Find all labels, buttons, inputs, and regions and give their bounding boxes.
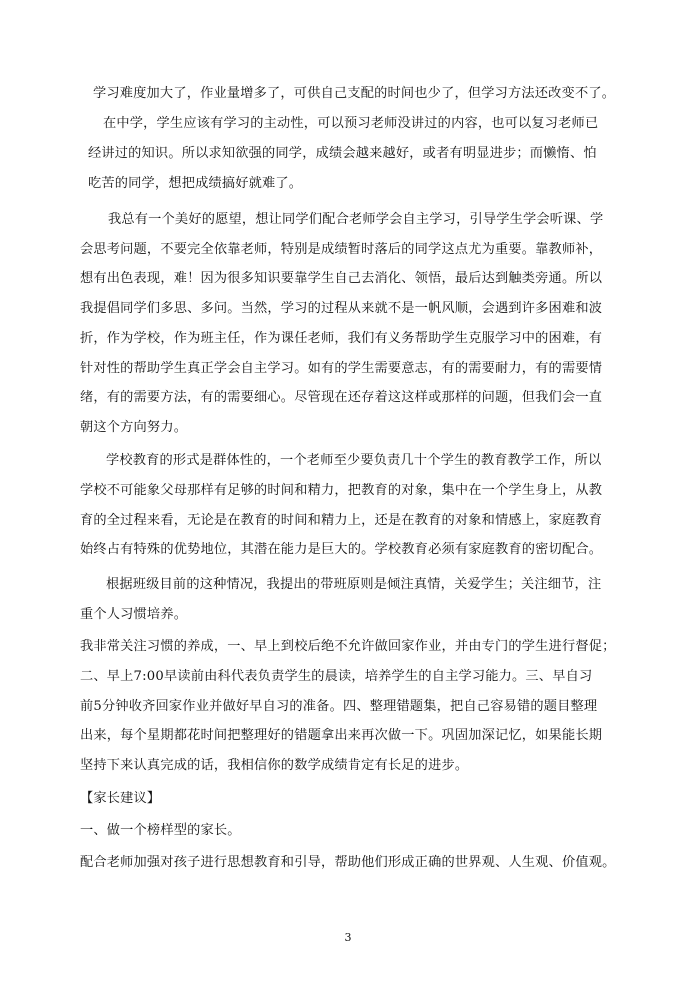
subheading: 一、做一个榜样型的家长。 [80,823,241,838]
text-line: 绪，有的需要方法，有的需要细心。尽管现在还存着这这样或那样的问题，但我们会一直 [80,390,603,405]
text-line: 学校教育的形式是群体性的，一个老师至少要负责几十个学生的教育教学工作，所以 [106,453,602,468]
text-line: 出来，每个星期都花时间把整理好的错题拿出来再次做一下。巩固加深记忆，如果能长期 [80,728,603,743]
text-line: 会思考问题，不要完全依靠老师，特别是成绩暂时落后的同学这点尤为重要。靠教师补， [80,242,603,257]
text-line: 重个人习惯培养。 [80,607,188,622]
text-line: 在中学，学生应该有学习的主动性，可以预习老师没讲过的内容，也可以复习老师已 [103,116,599,131]
text-line: 经讲过的知识。所以求知欲强的同学，成绩会越来越好，或者有明显进步；而懒惰、怕 [88,146,597,161]
text-line: 二、早上7:00早读前由科代表负责学生的晨读，培养学生的自主学习能力。三、早自习 [80,669,593,684]
text-line: 朝这个方向努力。 [80,420,188,435]
text-line: 我非常关注习惯的养成，一、早上到校后绝不允许做回家作业，并由专门的学生进行督促； [80,639,616,654]
page-number: 3 [344,931,352,944]
text-line: 吃苦的同学，想把成绩搞好就难了。 [88,176,303,191]
section-heading: 【家长建议】 [80,791,161,806]
text-line: 根据班级目前的这种情况，我提出的带班原则是倾注真情，关爱学生；关注细节，注 [106,577,602,592]
text-line: 始终占有特殊的优势地位，其潜在能力是巨大的。学校教育必须有家庭教育的密切配合。 [80,542,603,557]
text-line: 学习难度加大了，作业量增多了，可供自己支配的时间也少了，但学习方法还改变不了。 [93,86,616,101]
text-line: 育的全过程来看，无论是在教育的时间和精力上，还是在教育的对象和情感上，家庭教育 [80,513,603,528]
text-line: 我总有一个美好的愿望，想让同学们配合老师学会自主学习，引导学生学会听课、学 [108,212,604,227]
text-line: 配合老师加强对孩子进行思想教育和引导，帮助他们形成正确的世界观、人生观、价值观。 [80,855,616,870]
text-line: 我提倡同学们多思、多问。当然，学习的过程从来就不是一帆风顺，会遇到许多困难和波 [80,301,603,316]
text-line: 学校不可能象父母那样有足够的时间和精力，把教育的对象，集中在一个学生身上，从教 [80,483,603,498]
text-line: 坚持下来认真完成的话，我相信你的数学成绩肯定有长足的进步。 [80,758,469,773]
text-line: 想有出色表现，难！因为很多知识要靠学生自己去消化、领悟，最后达到触类旁通。所以 [80,271,603,286]
text-line: 前5分钟收齐回家作业并做好早自习的准备。四、整理错题集，把自己容易错的题目整理 [80,699,598,714]
text-line: 针对性的帮助学生真正学会自主学习。如有的学生需要意志，有的需要耐力，有的需要情 [80,361,603,376]
text-line: 折，作为学校，作为班主任，作为课任老师，我们有义务帮助学生克服学习中的困难，有 [80,331,603,346]
